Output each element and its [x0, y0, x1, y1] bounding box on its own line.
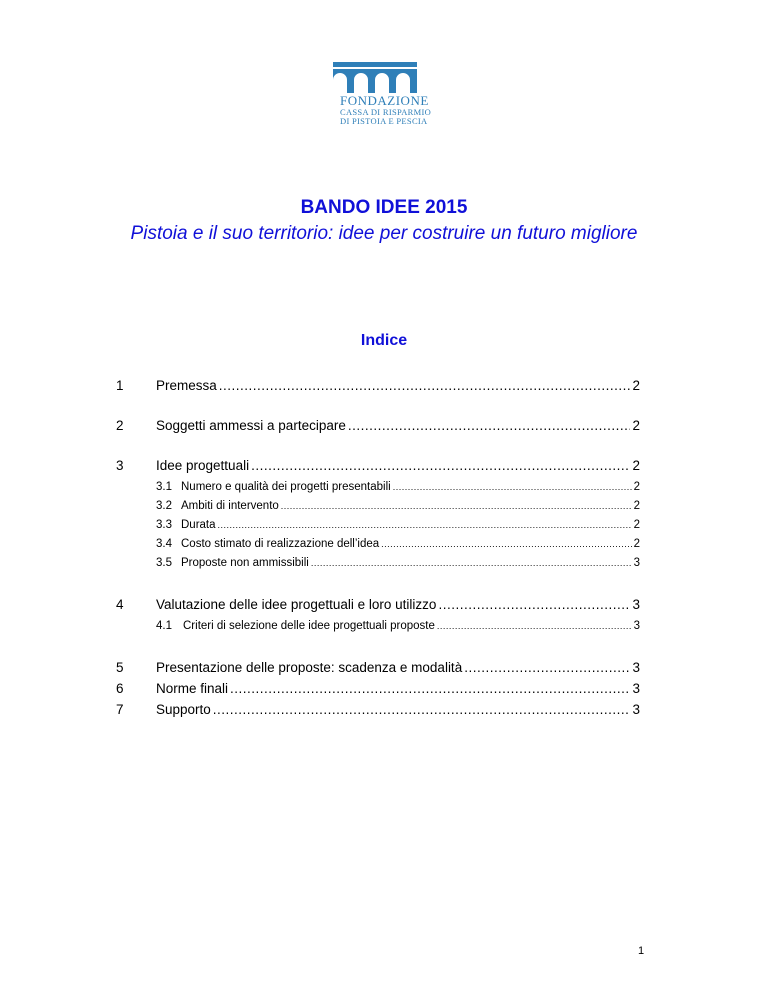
toc-sub-label: Ambiti di intervento [181, 500, 279, 512]
document-subtitle: Pistoia e il suo territorio: idee per costruire un futuro migliore [130, 223, 638, 244]
toc-entry[interactable] [116, 418, 640, 433]
toc-number: 6 [116, 681, 124, 696]
toc-subentry[interactable] [156, 557, 640, 569]
toc-entry[interactable] [116, 597, 640, 612]
toc-subentry[interactable] [156, 519, 640, 531]
toc-sub-page: 2 [633, 500, 640, 512]
toc-number: 2 [116, 418, 124, 433]
toc-subentry[interactable] [156, 481, 640, 493]
toc-sub-page: 3 [633, 620, 640, 632]
logo-line-2: CASSA DI RISPARMIO [340, 106, 432, 117]
toc-number: 3 [116, 458, 124, 473]
toc-sub-number: 3.3 [156, 519, 172, 531]
toc-sub-number: 3.1 [156, 481, 172, 493]
toc-leader [438, 597, 630, 612]
toc-entry[interactable] [116, 702, 640, 717]
toc-label: Norme finali [156, 681, 229, 696]
toc-label: Soggetti ammessi a partecipare [156, 418, 346, 433]
toc-sub-page: 2 [633, 519, 640, 531]
toc-subentry[interactable] [156, 500, 640, 512]
logo-line-1: FONDAZIONE [340, 93, 429, 108]
toc-entry[interactable] [116, 660, 640, 675]
toc-leader [251, 458, 630, 473]
toc-page: 3 [632, 660, 640, 675]
toc-leader [219, 378, 631, 393]
logo-line-3: DI PISTOIA E PESCIA [340, 115, 428, 126]
toc-entry[interactable] [116, 378, 640, 393]
toc-number: 7 [116, 702, 124, 717]
toc-leader [230, 681, 630, 696]
toc-page: 3 [632, 702, 640, 717]
toc-leader [311, 558, 632, 568]
toc-label: Valutazione delle idee progettuali e loro utilizzo [156, 597, 437, 612]
toc-leader [381, 539, 631, 549]
toc-page: 2 [632, 458, 640, 473]
toc-label: Idee progettuali [156, 458, 250, 473]
toc-leader [393, 482, 632, 492]
toc-sub-label: Proposte non ammissibili [181, 557, 309, 569]
toc-sub-number: 3.5 [156, 557, 172, 569]
toc-page: 3 [632, 681, 640, 696]
toc-number: 5 [116, 660, 124, 675]
toc-page: 2 [632, 418, 640, 433]
toc-sub-page: 2 [633, 481, 640, 493]
toc-page: 2 [632, 378, 640, 393]
aqueduct-icon [330, 60, 420, 94]
toc-subentry[interactable] [156, 620, 640, 632]
toc-sub-label: Criteri di selezione delle idee progettuali proposte [183, 620, 435, 632]
toc-leader [213, 702, 631, 717]
toc-sub-number: 4.1 [156, 620, 172, 632]
foundation-logo [330, 60, 440, 125]
toc-label: Supporto [156, 702, 211, 717]
toc-leader [348, 418, 631, 433]
toc-number: 4 [116, 597, 124, 612]
document-title: BANDO IDEE 2015 [300, 197, 468, 218]
toc-sub-page: 3 [633, 557, 640, 569]
toc-leader [437, 621, 632, 631]
toc-sub-number: 3.2 [156, 500, 172, 512]
toc-number: 1 [116, 378, 124, 393]
toc-leader [464, 660, 630, 675]
toc-sub-number: 3.4 [156, 538, 172, 550]
toc-sub-label: Durata [181, 519, 216, 531]
toc-label: Presentazione delle proposte: scadenza e modalità [156, 660, 463, 675]
toc-sub-page: 2 [633, 538, 640, 550]
toc-leader [281, 501, 632, 511]
toc-entry[interactable] [116, 681, 640, 696]
toc-subentry[interactable] [156, 538, 640, 550]
toc-sub-label: Costo stimato di realizzazione dell’idea [181, 538, 380, 550]
toc-label: Premessa [156, 378, 217, 393]
toc-leader [218, 520, 632, 530]
toc-page: 3 [632, 597, 640, 612]
toc-sub-label: Numero e qualità dei progetti presentabili [181, 481, 391, 493]
page-number: 1 [638, 945, 645, 957]
toc-heading: Indice [360, 332, 408, 349]
toc-entry[interactable] [116, 458, 640, 473]
